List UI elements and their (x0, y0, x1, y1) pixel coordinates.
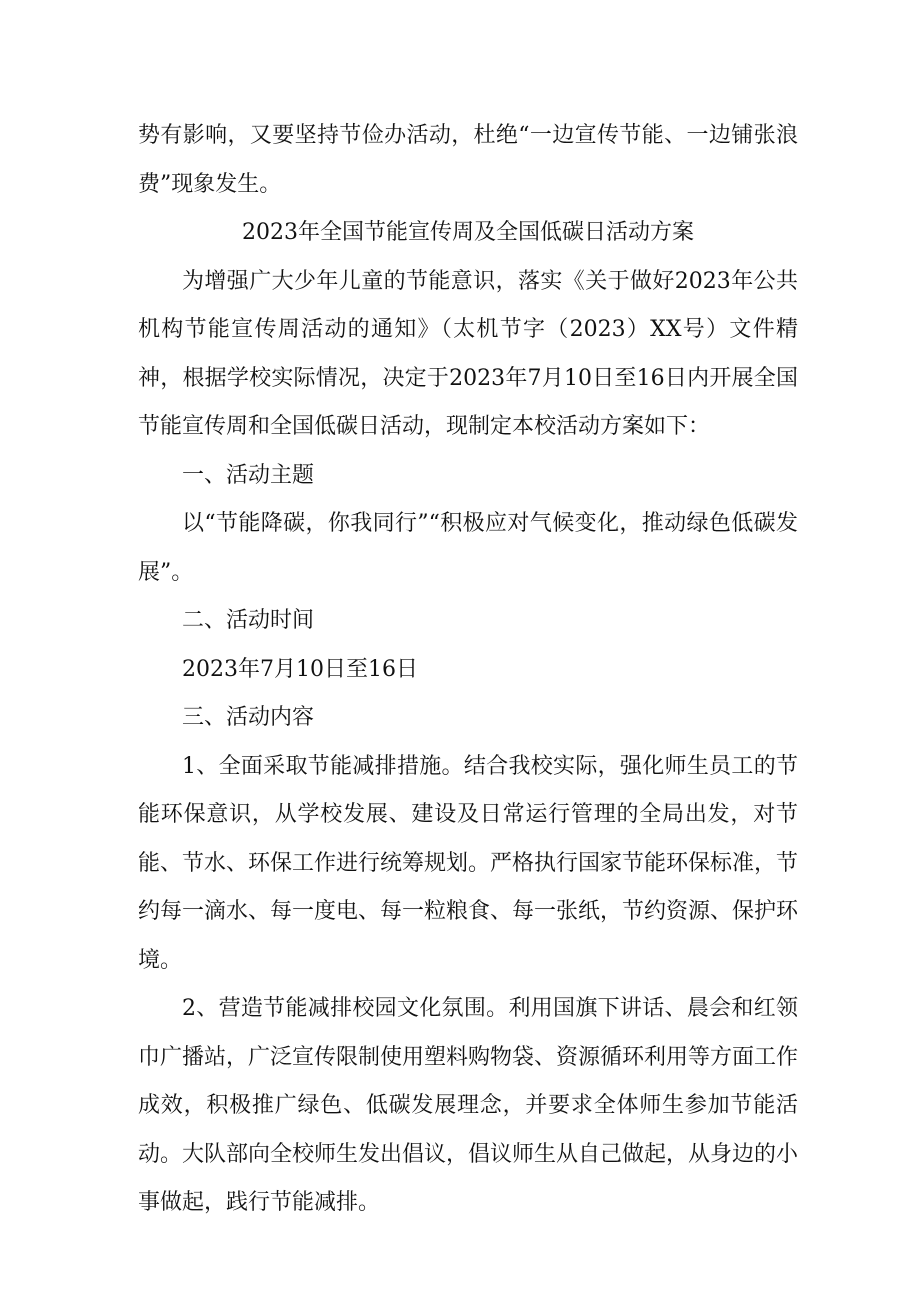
theme-paragraph: 以“节能降碳，你我同行”“积极应对气候变化，推动绿色低碳发展”。 (138, 511, 798, 585)
document-title: 2023年全国节能宣传周及全国低碳日活动方案 (242, 220, 694, 245)
section-heading-time: 二、活动时间 (182, 608, 315, 633)
section-heading-content: 三、活动内容 (182, 705, 315, 730)
paragraph-continued: 势有影响，又要坚持节俭办活动，杜绝“一边宣传节能、一边铺张浪费”现象发生。 (138, 123, 798, 197)
intro-paragraph: 为增强广大少年儿童的节能意识，落实《关于做好2023年公共机构节能宣传周活动的通知》（太机节字（2023）XX号）文件精神，根据学校实际情况，决定于2023年7月10日至16日内开展全国节能宣传周和全国低碳日活动，现制定本校活动方案如下： (138, 268, 798, 439)
document-body (138, 112, 798, 1228)
content-item-1: 1、全面采取节能减排措施。结合我校实际，强化师生员工的节能环保意识，从学校发展、建设及日常运行管理的全局出发，对节能、节水、环保工作进行统筹规划。严格执行国家节能环保标准，节约每一滴水、每一度电、每一粒粮食、每一张纸，节约资源、保护环境。 (138, 753, 799, 973)
time-paragraph: 2023年7月10日至16日 (182, 656, 418, 682)
section-heading-theme: 一、活动主题 (182, 462, 315, 488)
content-item-2: 2、营造节能减排校园文化氛围。利用国旗下讲话、晨会和红领巾广播站，广泛宣传限制使用塑料购物袋、资源循环利用等方面工作成效，积极推广绿色、低碳发展理念，并要求全体师生参加节能活动。大队部向全校师生发出倡议，倡议师生从自己做起，从身边的小事做起，践行节能减排。 (138, 996, 799, 1215)
